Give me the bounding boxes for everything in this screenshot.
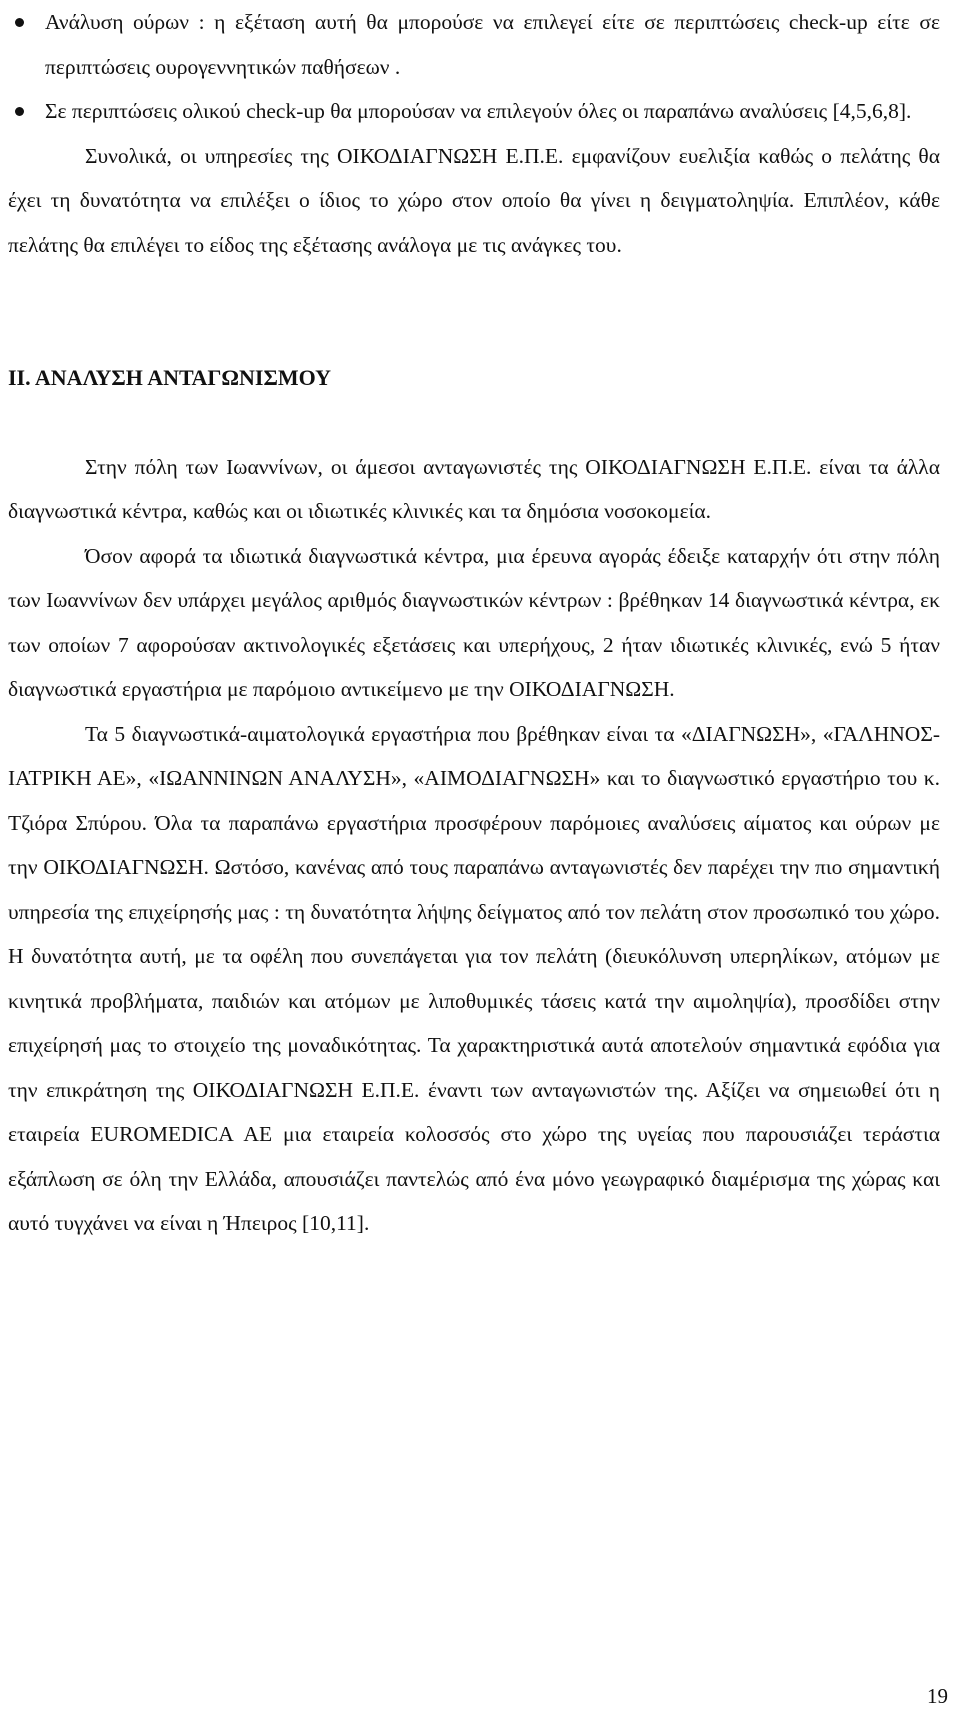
bullet-item-urine <box>8 0 940 89</box>
market-research-paragraph: Όσον αφορά τα ιδιωτικά διαγνωστικά κέντρα, μια έρευνα αγοράς έδειξε καταρχήν ότι στην πόλη των Ιωαννίνων δεν υπάρχει μεγάλος αριθμός διαγνωστικών κέντρων : βρέθηκαν 14 διαγνωστικά κέντρα, εκ των οποίων 7 αφορούσαν ακτινολογικές εξετάσεις και υπερήχους, 2 ήταν ιδιωτικές κλινικές, ενώ 5 ήταν διαγνωστικά εργαστήρια με παρόμοιο αντικείμενο με την ΟΙΚΟΔΙΑΓΝΩΣΗ. <box>8 543 940 701</box>
bullet-list <box>8 0 940 134</box>
document-page <box>8 0 940 1246</box>
competitors-intro-paragraph: Στην πόλη των Ιωαννίνων, οι άμεσοι ανταγωνιστές της ΟΙΚΟΔΙΑΓΝΩΣΗ Ε.Π.Ε. είναι τα άλλα διαγνωστικά κέντρα, καθώς και οι ιδιωτικές κλινικές και τα δημόσια νοσοκομεία. <box>8 454 940 523</box>
bullet-text: Σε περιπτώσεις ολικού check-up θα μπορούσαν να επιλεγούν όλες οι παραπάνω αναλύσεις [4,5,6,8]. <box>45 99 912 123</box>
section-heading: ΙΙ. ΑΝΑΛΥΣΗ ΑΝΤΑΓΩΝΙΣΜΟΥ <box>8 365 332 390</box>
summary-paragraph: Συνολικά, οι υπηρεσίες της ΟΙΚΟΔΙΑΓΝΩΣΗ Ε.Π.Ε. εμφανίζουν ευελιξία καθώς ο πελάτης θα έχει τη δυνατότητα να επιλέξει ο ίδιος το χώρο στον οποίο θα γίνει η δειγματοληψία. Επιπλέον, κάθε πελάτης θα επιλέγει το είδος της εξέτασης ανάλογα με τις ανάγκες του. <box>8 143 940 257</box>
labs-paragraph: Τα 5 διαγνωστικά-αιματολογικά εργαστήρια που βρέθηκαν είναι τα «ΔΙΑΓΝΩΣΗ», «ΓΑΛΗΝΟΣ-ΙΑΤΡΙΚΗ ΑΕ», «ΙΩΑΝΝΙΝΩΝ ΑΝΑΛΥΣΗ», «ΑΙΜΟΔΙΑΓΝΩΣΗ» και το διαγνωστικό εργαστήριο του κ. Τζιόρα Σπύρου. Όλα τα παραπάνω εργαστήρια προσφέρουν παρόμοιες αναλύσεις αίματος και ούρων με την ΟΙΚΟΔΙΑΓΝΩΣΗ. Ωστόσο, κανένας από τους παραπάνω ανταγωνιστές δεν παρέχει την πιο σημαντική υπηρεσία της επιχείρησής μας : τη δυνατότητα λήψης δείγματος από τον πελάτη στον προσωπικό του χώρο. Η δυνατότητα αυτή, με τα οφέλη που συνεπάγεται για τον πελάτη (διευκόλυνση υπερηλίκων, ατόμων με κινητικά προβλήματα, παιδιών και ατόμων με λιποθυμικές τάσεις κατά την αιμοληψία), προσδίδει στην επιχείρησή μας το στοιχείο της μοναδικότητας. Τα χαρακτηριστικά αυτά αποτελούν σημαντικά εφόδια για την επικράτηση της ΟΙΚΟΔΙΑΓΝΩΣΗ Ε.Π.Ε. έναντι των ανταγωνιστών της. Αξίζει να σημειωθεί ότι η εταιρεία EUROMEDICA ΑΕ μια εταιρεία κολοσσός στο χώρο της υγείας που παρουσιάζει τεράστια εξάπλωση σε όλη την Ελλάδα, απουσιάζει παντελώς από ένα μόνο γεωγραφικό διαμέρισμα της χώρας και αυτό τυγχάνει να είναι η Ήπειρος [10,11]. <box>8 721 940 1235</box>
bullet-dot-icon <box>15 107 24 116</box>
spacer <box>8 401 940 445</box>
bullet-dot-icon <box>15 18 24 27</box>
page-number: 19 <box>927 1684 948 1708</box>
bullet-text: Ανάλυση ούρων : η εξέταση αυτή θα μπορούσε να επιλεγεί είτε σε περιπτώσεις check-up είτε σε περιπτώσεις ουρογεννητικών παθήσεων . <box>45 10 940 79</box>
bullet-item-checkup <box>8 89 940 134</box>
spacer <box>8 267 940 356</box>
